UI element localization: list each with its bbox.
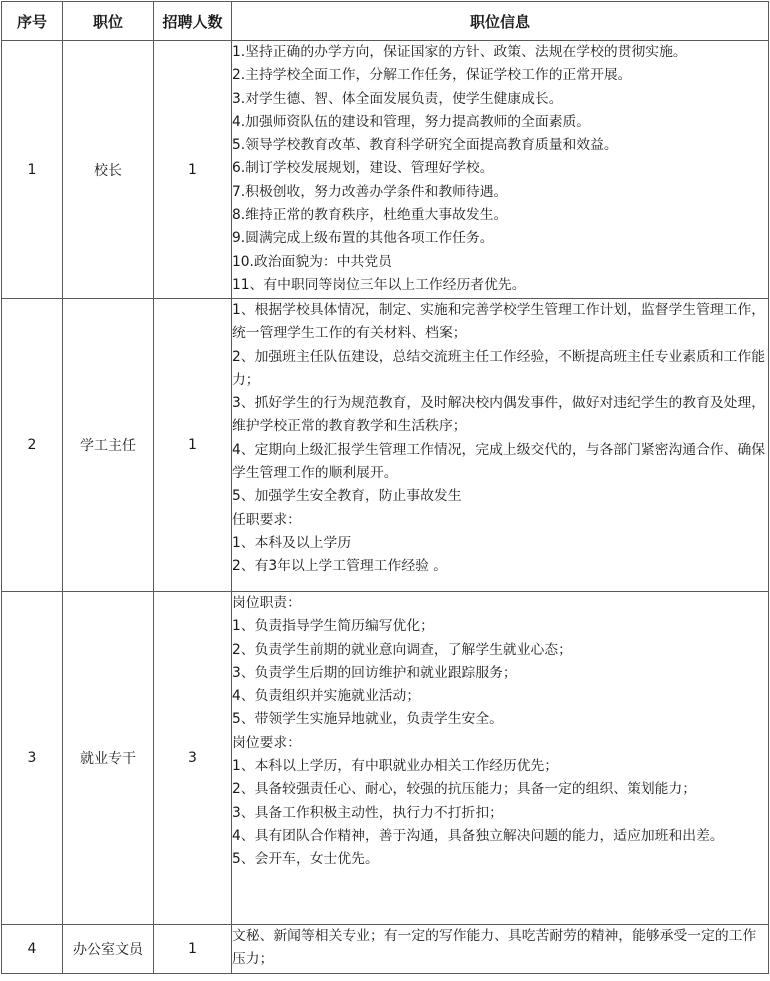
info-line: 6.制订学校发展规划，建设、管理好学校。 bbox=[232, 160, 494, 177]
info-line: 4、具有团队合作精神，善于沟通，具备独立解决问题的能力，适应加班和出差。 bbox=[232, 827, 724, 844]
row-count: 3 bbox=[154, 592, 232, 925]
row-no: 4 bbox=[2, 925, 63, 974]
row-no: 1 bbox=[2, 41, 63, 299]
row-count: 1 bbox=[154, 299, 232, 592]
row-position: 学工主任 bbox=[63, 299, 154, 592]
info-line: 1、本科以上学历，有中职就业办相关工作经历优先； bbox=[232, 758, 559, 775]
table-row bbox=[2, 299, 769, 592]
header-count: 招聘人数 bbox=[154, 2, 232, 41]
info-line: 7.积极创收，努力改善办学条件和教师待遇。 bbox=[232, 183, 508, 200]
info-line: 2、负责学生前期的就业意向调查，了解学生就业心态； bbox=[232, 641, 572, 658]
info-line: 5、会开车，女士优先。 bbox=[232, 851, 379, 868]
row-info bbox=[232, 299, 769, 592]
row-position: 就业专干 bbox=[63, 592, 154, 925]
row-no: 2 bbox=[2, 299, 63, 592]
info-line: 11、有中职同等岗位三年以上工作经历者优先。 bbox=[232, 276, 526, 293]
info-line: 3、具备工作积极主动性，执行力不打折扣； bbox=[232, 804, 503, 821]
info-line: 2.主持学校全面工作，分解工作任务，保证学校工作的正常开展。 bbox=[232, 67, 632, 84]
info-line: 1.坚持正确的办学方向，保证国家的方针、政策、法规在学校的贯彻实施。 bbox=[232, 44, 687, 60]
info-line: 1、本科及以上学历 bbox=[232, 534, 352, 551]
header-row bbox=[2, 2, 769, 41]
info-line: 4、定期向上级汇报学生管理工作情况，完成上级交代的，与各部门紧密沟通合作、确保学生管理工作的顺利展开。 bbox=[232, 441, 766, 482]
info-line: 10.政治面貌为：中共党员 bbox=[232, 253, 392, 270]
table-row bbox=[2, 41, 769, 299]
row-info bbox=[232, 41, 769, 299]
info-line: 5、加强学生安全教育，防止事故发生 bbox=[232, 488, 462, 505]
header-info: 职位信息 bbox=[232, 2, 769, 41]
job-table bbox=[1, 1, 769, 974]
row-info bbox=[232, 925, 769, 974]
info-line: 3、抓好学生的行为规范教育，及时解决校内偶发事件，做好对违纪学生的教育及处理，维护学校正常的教育教学和生活秩序； bbox=[232, 395, 766, 435]
info-line: 岗位职责： bbox=[232, 595, 301, 611]
info-line: 4、负责组织并实施就业活动； bbox=[232, 688, 421, 705]
info-line: 3、负责学生后期的回访维护和就业跟踪服务； bbox=[232, 664, 517, 681]
row-position: 办公室文员 bbox=[63, 925, 154, 974]
row-position: 校长 bbox=[63, 41, 154, 299]
row-no: 3 bbox=[2, 592, 63, 925]
info-line: 文秘、新闻等相关专业；有一定的写作能力、具吃苦耐劳的精神，能够承受一定的工作压力； bbox=[232, 928, 757, 968]
info-line: 2、具备较强责任心、耐心，较强的抗压能力；具备一定的组织、策划能力； bbox=[232, 781, 697, 798]
row-count: 1 bbox=[154, 925, 232, 974]
info-line: 5、带领学生实施异地就业，负责学生安全。 bbox=[232, 711, 503, 728]
header-position: 职位 bbox=[63, 2, 154, 41]
row-count: 1 bbox=[154, 41, 232, 299]
row-info bbox=[232, 592, 769, 925]
info-line: 1、负责指导学生简历编写优化； bbox=[232, 618, 434, 635]
table-row bbox=[2, 592, 769, 925]
info-line: 4.加强师资队伍的建设和管理，努力提高教师的全面素质。 bbox=[232, 113, 591, 130]
info-line: 8.维持正常的教育秩序，杜绝重大事故发生。 bbox=[232, 207, 508, 224]
header-no: 序号 bbox=[2, 2, 63, 41]
info-line: 3.对学生德、智、体全面发展负责，使学生健康成长。 bbox=[232, 90, 563, 107]
info-line: 9.圆满完成上级布置的其他各项工作任务。 bbox=[232, 230, 494, 247]
info-line: 任职要求： bbox=[232, 511, 301, 528]
info-line: 2、加强班主任队伍建设，总结交流班主任工作经验，不断提高班主任专业素质和工作能力； bbox=[232, 348, 766, 388]
info-line: 5.领导学校教育改革、教育科学研究全面提高教育质量和效益。 bbox=[232, 137, 618, 154]
info-line: 1、根据学校具体情况，制定、实施和完善学校学生管理工作计划，监督学生管理工作，统一管理学生工作的有关材料、档案； bbox=[232, 302, 766, 342]
info-line: 岗位要求： bbox=[232, 734, 301, 751]
info-line: 2、有3年以上学工管理工作经验 。 bbox=[232, 558, 448, 575]
table-row bbox=[2, 925, 769, 974]
